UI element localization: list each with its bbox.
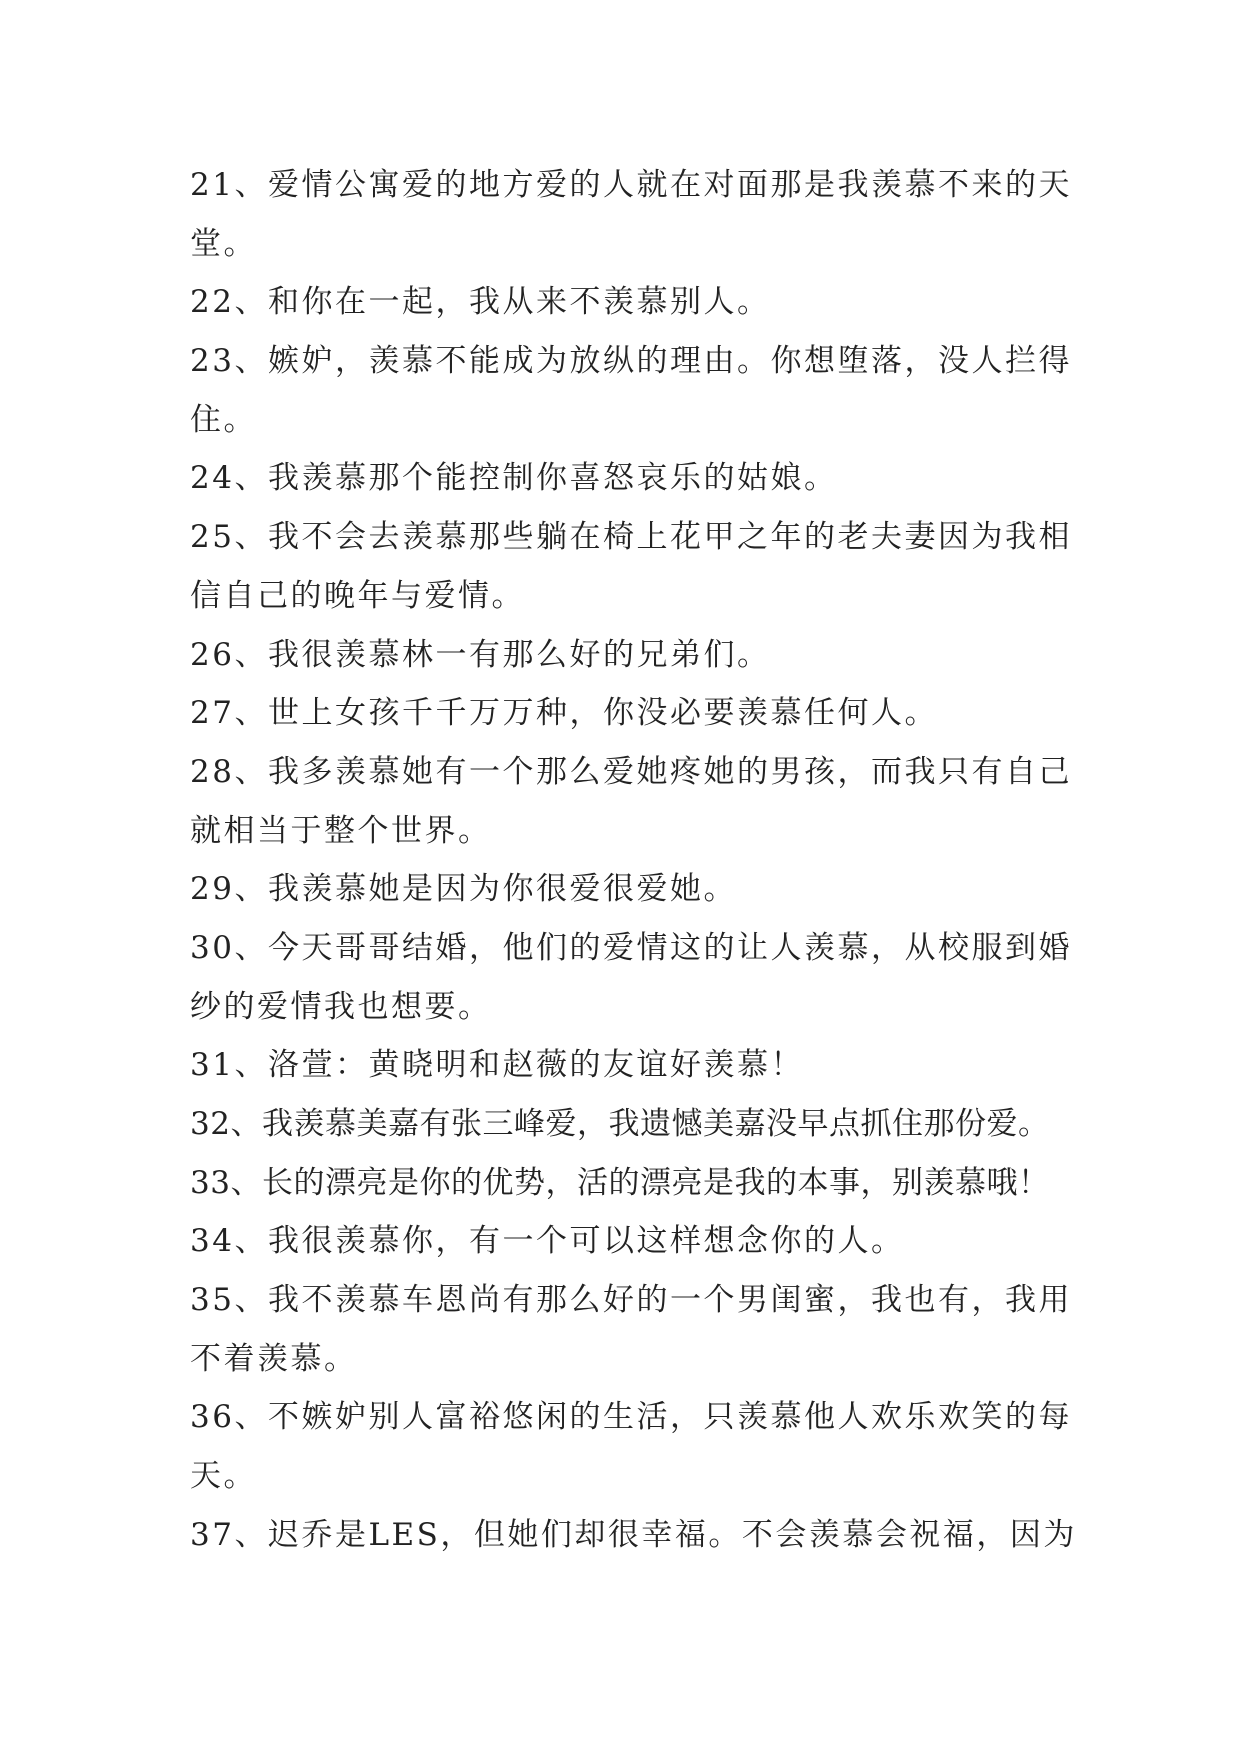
- text-line: 信自己的晚年与爱情。: [190, 577, 525, 614]
- text-line: 27、世上女孩千千万万种，你没必要羡慕任何人。: [190, 695, 938, 732]
- text-line: 堂。: [190, 225, 257, 262]
- text-line: 就相当于整个世界。: [190, 812, 492, 849]
- text-line: 37、迟乔是LES，但她们却很幸福。不会羡慕会祝福，因为: [190, 1516, 1077, 1553]
- text-line: 29、我羡慕她是因为你很爱很爱她。: [190, 871, 737, 908]
- text-line: 26、我很羡慕林一有那么好的兄弟们。: [190, 636, 771, 673]
- text-line: 30、今天哥哥结婚，他们的爱情这的让人羡慕，从校服到婚: [190, 929, 1072, 966]
- text-line: 纱的爱情我也想要。: [190, 988, 492, 1025]
- text-line: 不着羡慕。: [190, 1340, 358, 1377]
- text-line: 天。: [190, 1458, 257, 1495]
- text-line: 住。: [190, 401, 257, 438]
- text-line: 35、我不羡慕车恩尚有那么好的一个男闺蜜，我也有，我用: [190, 1282, 1072, 1319]
- text-line: 31、洛萱：黄晓明和赵薇的友谊好羡慕！: [190, 1047, 804, 1084]
- text-line: 24、我羡慕那个能控制你喜怒哀乐的姑娘。: [190, 460, 838, 497]
- document-body: [190, 156, 1077, 1565]
- text-line: 23、嫉妒，羡慕不能成为放纵的理由。你想堕落，没人拦得: [190, 343, 1072, 380]
- text-line: 25、我不会去羡慕那些躺在椅上花甲之年的老夫妻因为我相: [190, 519, 1072, 556]
- text-line: 33、长的漂亮是你的优势，活的漂亮是我的本事，别羡慕哦！: [190, 1164, 1050, 1201]
- text-line: 21、爱情公寓爱的地方爱的人就在对面那是我羡慕不来的天: [190, 167, 1072, 203]
- text-line: 22、和你在一起，我从来不羡慕别人。: [190, 284, 771, 321]
- text-line: 32、我羡慕美嘉有张三峰爱，我遗憾美嘉没早点抓住那份爱。: [190, 1106, 1050, 1142]
- text-line: 36、不嫉妒别人富裕悠闲的生活，只羡慕他人欢乐欢笑的每: [190, 1399, 1072, 1436]
- text-line: 34、我很羡慕你，有一个可以这样想念你的人。: [190, 1223, 905, 1260]
- text-line: 28、我多羡慕她有一个那么爱她疼她的男孩，而我只有自己: [190, 753, 1072, 790]
